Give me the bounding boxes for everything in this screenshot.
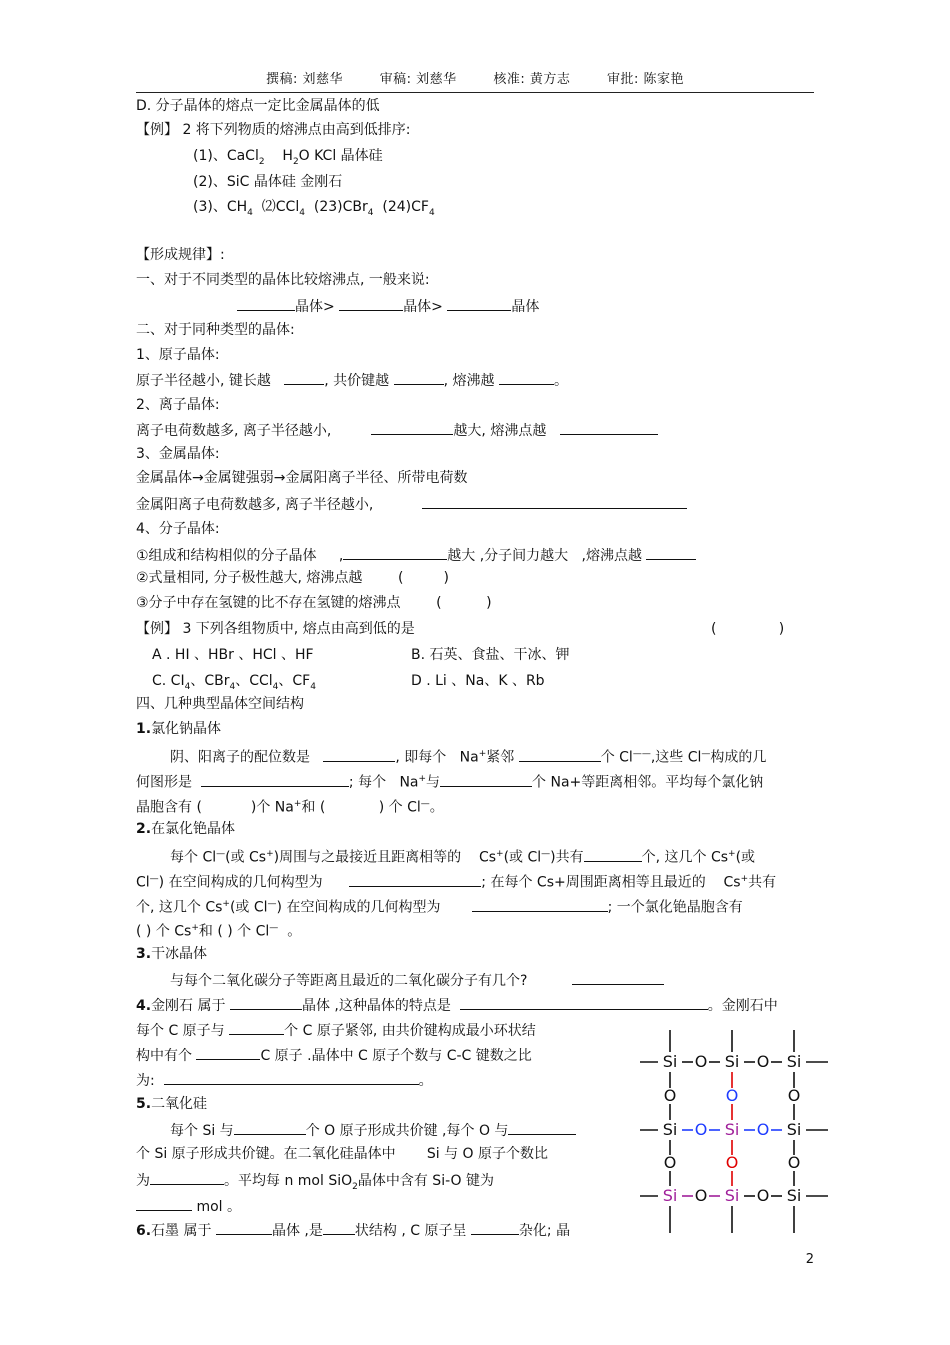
rule-2-4-text-c: ③分子中存在氢键的比不存在氢键的熔沸点 ( ) — [136, 595, 492, 611]
example-2-item-2: (2)、SiC 晶体硅 金刚石 — [193, 174, 343, 190]
oxygen-atom: O — [663, 1153, 677, 1172]
blank[interactable] — [150, 1169, 224, 1185]
blank[interactable] — [572, 969, 664, 985]
graphite-line-1: 6.石墨 属于 晶体 ,是 状结构 , C 原子呈 杂化; 晶 — [136, 1219, 570, 1241]
rule-1-blanks: 晶体> 晶体> 晶体 — [237, 295, 539, 317]
nacl-line-1: 阴、阳离子的配位数是 , 即每个 Na+紧邻 个 Cl——,这些 Cl—构成的几 — [170, 744, 766, 768]
silicon-atom: Si — [724, 1120, 740, 1139]
blank[interactable] — [323, 746, 395, 762]
silicon-atom: Si — [662, 1186, 678, 1205]
oxygen-atom: O — [756, 1052, 770, 1071]
example-3-title: 【例】 3 下列各组物质中, 熔点由高到低的是 — [136, 621, 415, 637]
silicon-atom: Si — [724, 1186, 740, 1205]
blank[interactable] — [394, 369, 444, 385]
blank[interactable] — [343, 544, 447, 560]
diamond-line-1: 4.金刚石 属于 晶体 ,这种晶体的特点是 。金刚石中 — [136, 994, 778, 1016]
silicon-atom: Si — [662, 1052, 678, 1071]
dry-ice-line-1: 与每个二氧化碳分子等距离且最近的二氧化碳分子有几个? — [170, 969, 664, 991]
cscl-title: 2.在氯化铯晶体 — [136, 821, 236, 837]
blank[interactable] — [447, 295, 511, 311]
header-approver: 审批: 陈家艳 — [606, 72, 684, 87]
nacl-line-3: 晶胞含有 ( )个 Na+和 ( ) 个 Cl—。 — [136, 799, 444, 816]
blank[interactable] — [196, 1044, 260, 1060]
sio2-line-4: mol 。 — [136, 1195, 241, 1217]
oxygen-atom: O — [756, 1120, 770, 1139]
blank[interactable] — [508, 1119, 576, 1135]
page-number: 2 — [805, 1252, 814, 1267]
header-checker: 核准: 黄方志 — [493, 72, 571, 87]
rule-2-4-text-b: ②式量相同, 分子极性越大, 熔沸点越 ( ) — [136, 570, 449, 586]
oxygen-atom: O — [694, 1052, 708, 1071]
blank[interactable] — [440, 771, 532, 787]
dry-ice-title: 3.干冰晶体 — [136, 946, 208, 962]
oxygen-atom: O — [725, 1153, 739, 1172]
rule-2-1-text: 原子半径越小, 键长越 , 共价键越 , 熔沸越 。 — [136, 369, 568, 391]
blank[interactable] — [229, 1019, 284, 1035]
blank[interactable] — [234, 1119, 306, 1135]
example-2-item-1: (1)、CaCl$_2$ $H_2O$ KCl 晶体硅 — [193, 148, 383, 167]
sio2-structure-diagram — [640, 1030, 830, 1235]
oxygen-atom: O — [756, 1186, 770, 1205]
blank[interactable] — [284, 369, 324, 385]
example-2-title: 【例】 2 将下列物质的熔沸点由高到低排序: — [136, 122, 411, 138]
example-2-item-3: (3)、$CH_4$ ⑵CCl$_4$ (23)CBr$_4$ $(24)CF_4$ — [193, 199, 435, 218]
nacl-line-2: 何图形是 ; 每个 Na+与 个 Na+等距离相邻。平均每个氯化钠 — [136, 769, 763, 793]
rule-2-3: 3、金属晶体: — [136, 446, 220, 462]
blank[interactable] — [323, 1219, 355, 1235]
rule-1: 一、对于不同类型的晶体比较熔沸点, 一般来说: — [136, 272, 430, 288]
cscl-line-4: ( ) 个 Cs+和 ( ) 个 Cl— 。 — [136, 923, 302, 940]
rule-2-4: 4、分子晶体: — [136, 521, 220, 537]
blank[interactable] — [339, 295, 403, 311]
blank[interactable] — [371, 419, 453, 435]
example-3-answer-paren[interactable]: ( ) — [711, 621, 785, 637]
blank[interactable] — [471, 1219, 519, 1235]
section-4-title: 四、几种典型晶体空间结构 — [136, 696, 304, 712]
silicon-atom: Si — [786, 1120, 802, 1139]
rule-2-4-text-a: ①组成和结构相似的分子晶体 , 越大 ,分子间力越大 ,熔沸点越 — [136, 544, 696, 566]
blank[interactable] — [349, 871, 481, 887]
blank[interactable] — [422, 493, 687, 509]
blank[interactable] — [201, 771, 349, 787]
blank[interactable] — [584, 846, 642, 862]
blank[interactable] — [499, 369, 554, 385]
nacl-title: 1.氯化钠晶体 — [136, 721, 222, 737]
example-3-option-b: B. 石英、食盐、干冰、钾 — [411, 647, 570, 663]
sio2-line-3: 为 。平均每 n mol SiO$_2$晶体中含有 Si-O 键为 — [136, 1169, 494, 1197]
example-3-option-d: D . Li 、Na、K 、Rb — [411, 673, 545, 689]
cscl-line-1: 每个 Cl—(或 Cs+)周围与之最接近且距离相等的 Cs+(或 Cl—)共有 个, 这几个 Cs+(或 — [170, 844, 755, 868]
rule-2-1: 1、原子晶体: — [136, 347, 220, 363]
rule-2: 二、对于同种类型的晶体: — [136, 322, 295, 338]
blank[interactable] — [519, 746, 601, 762]
header-author: 撰稿: 刘慈华 — [266, 72, 344, 87]
rule-title: 【形成规律】: — [136, 247, 225, 263]
example-3-option-a: A . HI 、HBr 、HCl 、HF — [152, 647, 314, 663]
blank[interactable] — [136, 1195, 192, 1211]
diamond-line-2: 每个 C 原子与 个 C 原子紧邻, 由共价键构成最小环状结 — [136, 1019, 536, 1041]
silicon-atom: Si — [786, 1186, 802, 1205]
sio2-title: 5.二氧化硅 — [136, 1096, 208, 1112]
sio2-line-1: 每个 Si 与 个 O 原子形成共价键 ,每个 O 与 — [170, 1119, 576, 1141]
blank[interactable] — [237, 295, 295, 311]
diamond-line-3: 构中有个 C 原子 .晶体中 C 原子个数与 C-C 键数之比 — [136, 1044, 532, 1066]
blank[interactable] — [460, 994, 708, 1010]
blank[interactable] — [560, 419, 658, 435]
example-3-option-c: C. $CI_4$、CBr$_4$、CCl$_4$、$CF_4$ — [152, 673, 316, 692]
header-reviewer: 审稿: 刘慈华 — [379, 72, 457, 87]
blank[interactable] — [216, 1219, 272, 1235]
silicon-atom: Si — [786, 1052, 802, 1071]
blank[interactable] — [472, 896, 608, 912]
oxygen-atom: O — [787, 1086, 801, 1105]
blank[interactable] — [230, 994, 302, 1010]
option-d: D. 分子晶体的熔点一定比金属晶体的低 — [136, 98, 380, 114]
silicon-atom: Si — [662, 1120, 678, 1139]
rule-2-3-text-a: 金属晶体→金属键强弱→金属阳离子半径、所带电荷数 — [136, 470, 468, 486]
oxygen-atom: O — [694, 1186, 708, 1205]
rule-2-2: 2、离子晶体: — [136, 397, 220, 413]
oxygen-atom: O — [694, 1120, 708, 1139]
oxygen-atom: O — [725, 1086, 739, 1105]
cscl-line-3: 个, 这几个 Cs+(或 Cl—) 在空间构成的几何构型为 ; 一个氯化铯晶胞含有 — [136, 894, 743, 918]
page-header — [136, 68, 814, 93]
cscl-line-2: Cl—) 在空间构成的几何构型为 ; 在每个 Cs+周围距离相等且最近的 Cs+共有 — [136, 869, 776, 893]
rule-2-3-text-b: 金属阳离子电荷数越多, 离子半径越小, — [136, 493, 687, 515]
blank[interactable] — [164, 1069, 419, 1085]
sio2-line-2: 个 Si 原子形成共价键。在二氧化硅晶体中 Si 与 O 原子个数比 — [136, 1146, 548, 1162]
oxygen-atom: O — [787, 1153, 801, 1172]
blank[interactable] — [646, 544, 696, 560]
diamond-line-4: 为: 。 — [136, 1069, 433, 1091]
silicon-atom: Si — [724, 1052, 740, 1071]
oxygen-atom: O — [663, 1086, 677, 1105]
rule-2-2-text: 离子电荷数越多, 离子半径越小, 越大, 熔沸点越 — [136, 419, 658, 441]
